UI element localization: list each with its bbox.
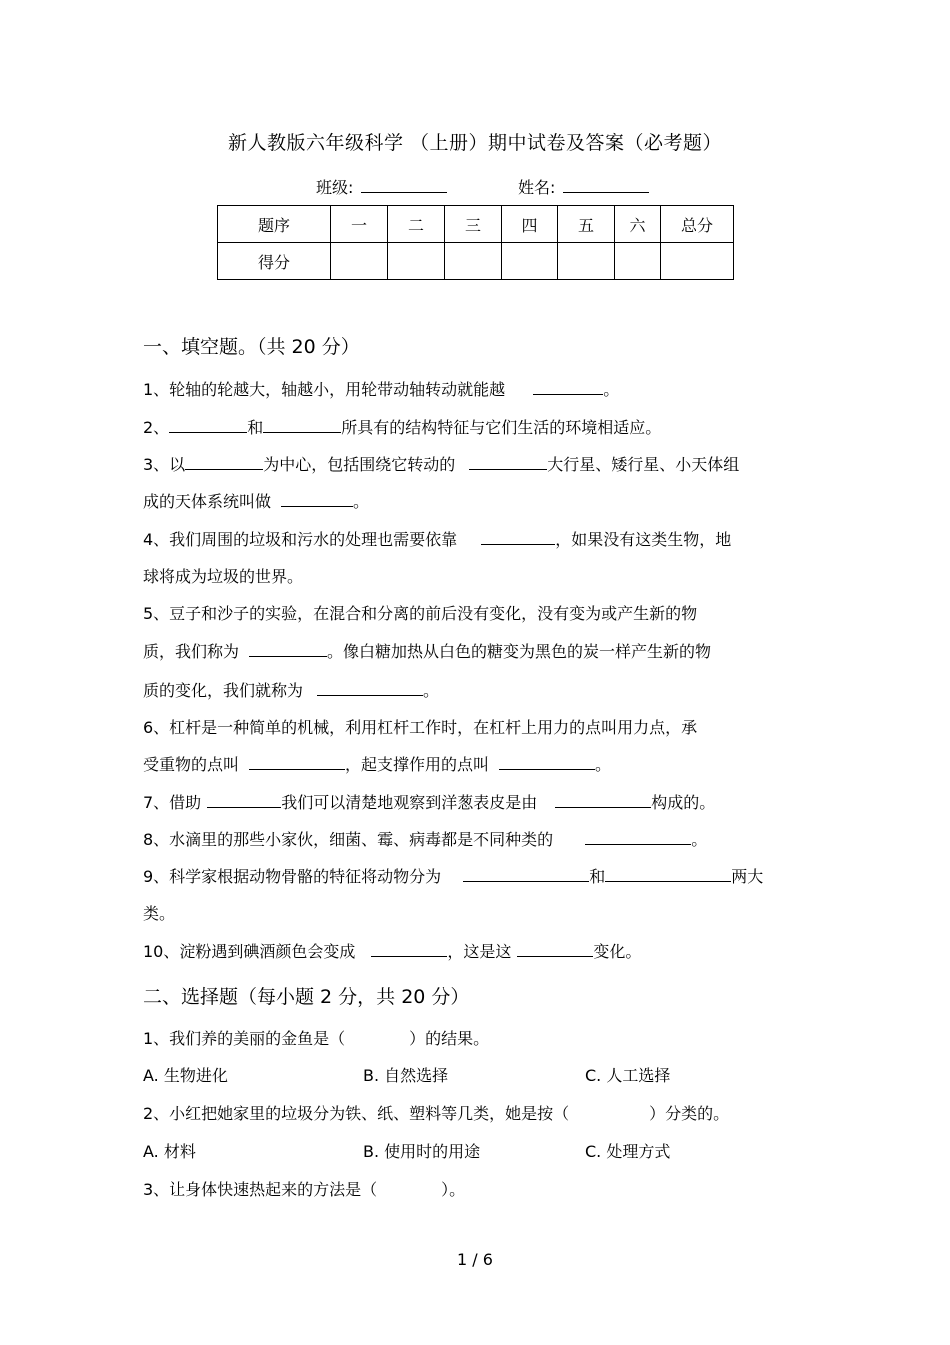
q1-5-cont2 xyxy=(143,678,439,701)
q-text: 10、淀粉遇到碘酒颜色会变成 xyxy=(143,942,356,961)
score-cell xyxy=(388,243,445,280)
section-2-heading: 二、选择题（每小题 2 分，共 20 分） xyxy=(143,986,470,1008)
q1-2 xyxy=(143,415,661,438)
q-text: 。 xyxy=(353,492,370,511)
answer-blank xyxy=(249,755,345,770)
q2-1-option-b: B. 自然选择 xyxy=(363,1066,449,1085)
q-text: 3、以 xyxy=(143,455,186,474)
score-cell xyxy=(615,243,661,280)
q2-1-option-c: C. 人工选择 xyxy=(585,1066,671,1085)
q-text: 。 xyxy=(691,830,708,849)
score-table xyxy=(217,205,734,280)
q-text: 。 xyxy=(423,681,440,700)
score-cell xyxy=(331,243,388,280)
answer-blank xyxy=(463,867,589,882)
q2-2-option-a: A. 材料 xyxy=(143,1142,196,1161)
answer-blank xyxy=(185,455,263,470)
q-text: 9、科学家根据动物骨骼的特征将动物分为 xyxy=(143,867,442,886)
class-field xyxy=(316,175,447,198)
score-header-cell: 四 xyxy=(502,206,558,243)
q1-6 xyxy=(143,715,697,738)
answer-blank xyxy=(585,830,691,845)
page-title: 新人教版六年级科学 （上册）期中试卷及答案（必考题） xyxy=(227,132,723,154)
score-cell xyxy=(661,243,734,280)
q-text: 为中心，包括围绕它转动的 xyxy=(263,455,456,474)
q1-3-cont xyxy=(143,489,369,512)
q-text: 4、我们周围的垃圾和污水的处理也需要依靠 xyxy=(143,530,458,549)
score-row-label: 得分 xyxy=(218,243,331,280)
q-text: 球将成为垃圾的世界。 xyxy=(143,567,304,586)
q1-7 xyxy=(143,790,715,813)
score-header-cell: 六 xyxy=(615,206,661,243)
q-text: ，如果没有这类生物，地 xyxy=(555,530,732,549)
name-blank xyxy=(563,178,649,193)
q-text: 。像白糖加热从白色的糖变为黑色的炭一样产生新的物 xyxy=(327,642,712,661)
answer-blank xyxy=(371,942,447,957)
q1-5 xyxy=(143,601,697,624)
q-text: 6、杠杆是一种简单的机械，利用杠杆工作时，在杠杆上用力的点叫用力点，承 xyxy=(143,718,698,737)
q-text: ，这是这 xyxy=(447,942,512,961)
q-text: 受重物的点叫 xyxy=(143,755,240,774)
q1-4 xyxy=(143,527,731,550)
q1-9-cont xyxy=(143,901,175,924)
answer-blank xyxy=(517,942,593,957)
q-text: 。 xyxy=(603,380,620,399)
q-text: 质，我们称为 xyxy=(143,642,240,661)
q-text: ，起支撑作用的点叫 xyxy=(345,755,490,774)
q-text: 和 xyxy=(589,867,606,886)
answer-blank xyxy=(207,793,281,808)
q1-1 xyxy=(143,377,619,400)
answer-blank xyxy=(263,418,341,433)
name-field xyxy=(518,175,649,198)
answer-blank xyxy=(499,755,595,770)
score-table-header-row xyxy=(218,206,734,243)
q2-2-stem: 2、小红把她家里的垃圾分为铁、纸、塑料等几类，她是按（ ）分类的。 xyxy=(143,1104,730,1123)
q-text: 所具有的结构特征与它们生活的环境相适应。 xyxy=(341,418,662,437)
answer-blank xyxy=(249,642,327,657)
score-header-cell: 题序 xyxy=(218,206,331,243)
class-label: 班级: xyxy=(316,178,354,197)
q-text: 1、轮轴的轮越大，轴越小，用轮带动轴转动就能越 xyxy=(143,380,506,399)
q2-3-stem: 3、让身体快速热起来的方法是（ ）。 xyxy=(143,1180,466,1199)
q1-8 xyxy=(143,827,707,850)
q-text: 大行星、矮行星、小天体组 xyxy=(547,455,740,474)
q1-3 xyxy=(143,452,739,475)
q-text: 8、水滴里的那些小家伙，细菌、霉、病毒都是不同种类的 xyxy=(143,830,554,849)
score-header-cell: 二 xyxy=(388,206,445,243)
answer-blank xyxy=(533,380,603,395)
q1-5-cont xyxy=(143,639,711,662)
q-text: 类。 xyxy=(143,904,176,923)
q2-1-option-a: A. 生物进化 xyxy=(143,1066,228,1085)
class-blank xyxy=(361,178,447,193)
answer-blank xyxy=(481,530,555,545)
q-text: 构成的。 xyxy=(651,793,716,812)
q-text: 我们可以清楚地观察到洋葱表皮是由 xyxy=(281,793,538,812)
score-header-cell: 一 xyxy=(331,206,388,243)
score-cell xyxy=(445,243,502,280)
q1-10 xyxy=(143,939,641,962)
answer-blank xyxy=(281,492,353,507)
q2-1-stem: 1、我们养的美丽的金鱼是（ ）的结果。 xyxy=(143,1029,490,1048)
q-text: 5、豆子和沙子的实验，在混合和分离的前后没有变化，没有变为或产生新的物 xyxy=(143,604,698,623)
q2-2-option-b: B. 使用时的用途 xyxy=(363,1142,481,1161)
q-text: 。 xyxy=(595,755,612,774)
q-text: 变化。 xyxy=(593,942,642,961)
q-text: 2、 xyxy=(143,418,170,437)
score-cell xyxy=(502,243,558,280)
score-table-score-row xyxy=(218,243,734,280)
page-number: 1 / 6 xyxy=(457,1250,493,1269)
q1-6-cont xyxy=(143,752,611,775)
score-cell xyxy=(558,243,615,280)
answer-blank xyxy=(317,681,423,696)
q-text: 7、借助 xyxy=(143,793,202,812)
answer-blank xyxy=(469,455,547,470)
answer-blank xyxy=(169,418,247,433)
score-header-cell: 总分 xyxy=(661,206,734,243)
q-text: 成的天体系统叫做 xyxy=(143,492,272,511)
q-text: 和 xyxy=(247,418,264,437)
answer-blank xyxy=(555,793,651,808)
answer-blank xyxy=(605,867,731,882)
q1-9 xyxy=(143,864,763,887)
q-text: 两大 xyxy=(731,867,764,886)
name-label: 姓名: xyxy=(518,178,556,197)
section-1-heading: 一、填空题。（共 20 分） xyxy=(143,336,360,358)
score-header-cell: 五 xyxy=(558,206,615,243)
score-header-cell: 三 xyxy=(445,206,502,243)
q2-2-option-c: C. 处理方式 xyxy=(585,1142,671,1161)
q-text: 质的变化，我们就称为 xyxy=(143,681,304,700)
q1-4-cont xyxy=(143,564,303,587)
